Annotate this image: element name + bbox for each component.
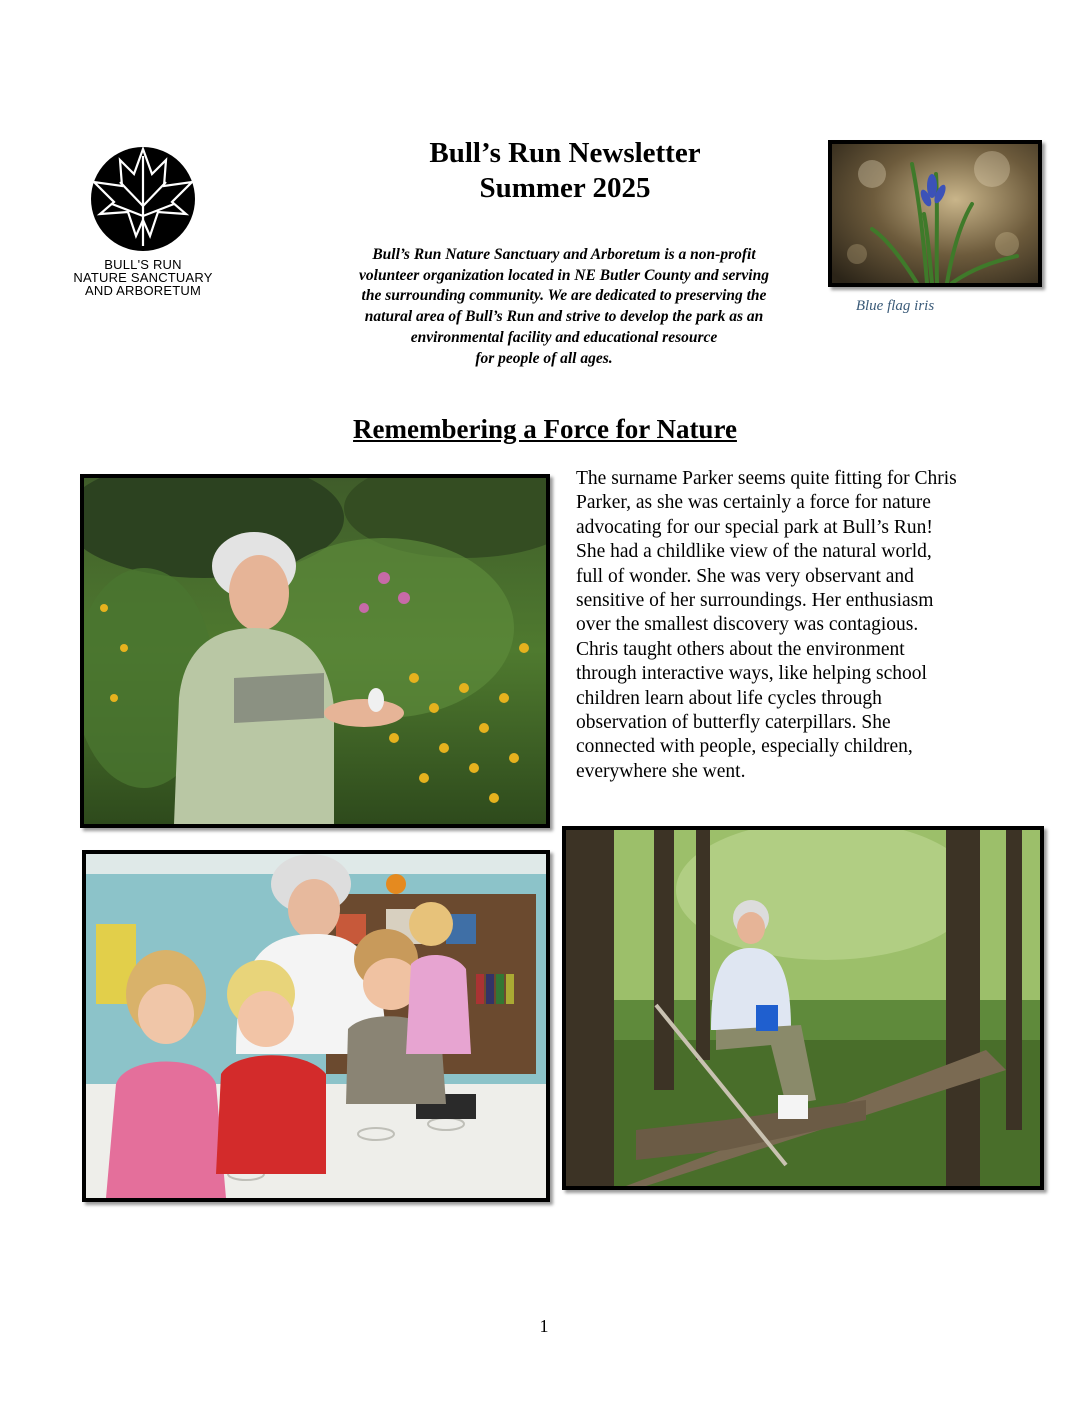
logo xyxy=(58,146,228,306)
mission-line: volunteer organization located in NE Butler County and serving xyxy=(359,266,769,284)
leaf-circle-logo-icon xyxy=(84,146,202,252)
article-line: Chris taught others about the environment xyxy=(576,638,905,660)
article-line: advocating for our special park at Bull’s Run! xyxy=(576,516,933,538)
woods-photo xyxy=(562,826,1044,1190)
title-line-2: Summer 2025 xyxy=(479,172,651,204)
article-line: connected with people, especially children, xyxy=(576,736,913,758)
newsletter-title xyxy=(360,136,770,206)
article-line: observation of butterfly caterpillars. She xyxy=(576,712,891,734)
article-line: full of wonder. She was very observant and xyxy=(576,565,914,587)
iris-image xyxy=(832,144,1038,283)
classroom-photo xyxy=(82,850,550,1202)
article-line: children learn about life cycles through xyxy=(576,687,882,709)
woods-image xyxy=(566,830,1040,1186)
iris-photo xyxy=(828,140,1042,287)
garden-image xyxy=(84,478,546,824)
title-line-1: Bull’s Run Newsletter xyxy=(429,137,701,169)
article-line: The surname Parker seems quite fitting for Chris xyxy=(576,468,957,489)
article-line: over the smallest discovery was contagious. xyxy=(576,614,919,636)
mission-line: the surrounding community. We are dedicated to preserving the xyxy=(361,287,767,305)
mission-line: Bull’s Run Nature Sanctuary and Arboretum is a non-profit xyxy=(372,246,756,263)
iris-caption: Blue flag iris xyxy=(855,298,935,314)
article-line: Parker, as she was certainly a force for nature xyxy=(576,492,931,514)
article-line: sensitive of her surroundings. Her enthusiasm xyxy=(576,590,934,612)
logo-line-3: AND ARBORETUM xyxy=(84,283,201,298)
mission-line: for people of all ages. xyxy=(475,349,613,367)
mission-line: natural area of Bull’s Run and strive to develop the park as an xyxy=(364,308,764,326)
article-line: everywhere she went. xyxy=(576,760,746,782)
article-line: She had a childlike view of the natural world, xyxy=(576,541,932,563)
mission-statement xyxy=(322,245,806,369)
page-number: 1 xyxy=(539,1316,549,1336)
mission-line: environmental facility and educational resource xyxy=(410,328,718,346)
article-body xyxy=(576,467,1016,784)
garden-photo xyxy=(80,474,550,828)
logo-line-2: NATURE SANCTUARY xyxy=(73,270,213,285)
logo-line-1: BULL'S RUN xyxy=(104,257,182,272)
article-line: through interactive ways, like helping school xyxy=(576,663,927,685)
classroom-image xyxy=(86,854,546,1198)
article-heading: Remembering a Force for Nature xyxy=(353,414,737,444)
